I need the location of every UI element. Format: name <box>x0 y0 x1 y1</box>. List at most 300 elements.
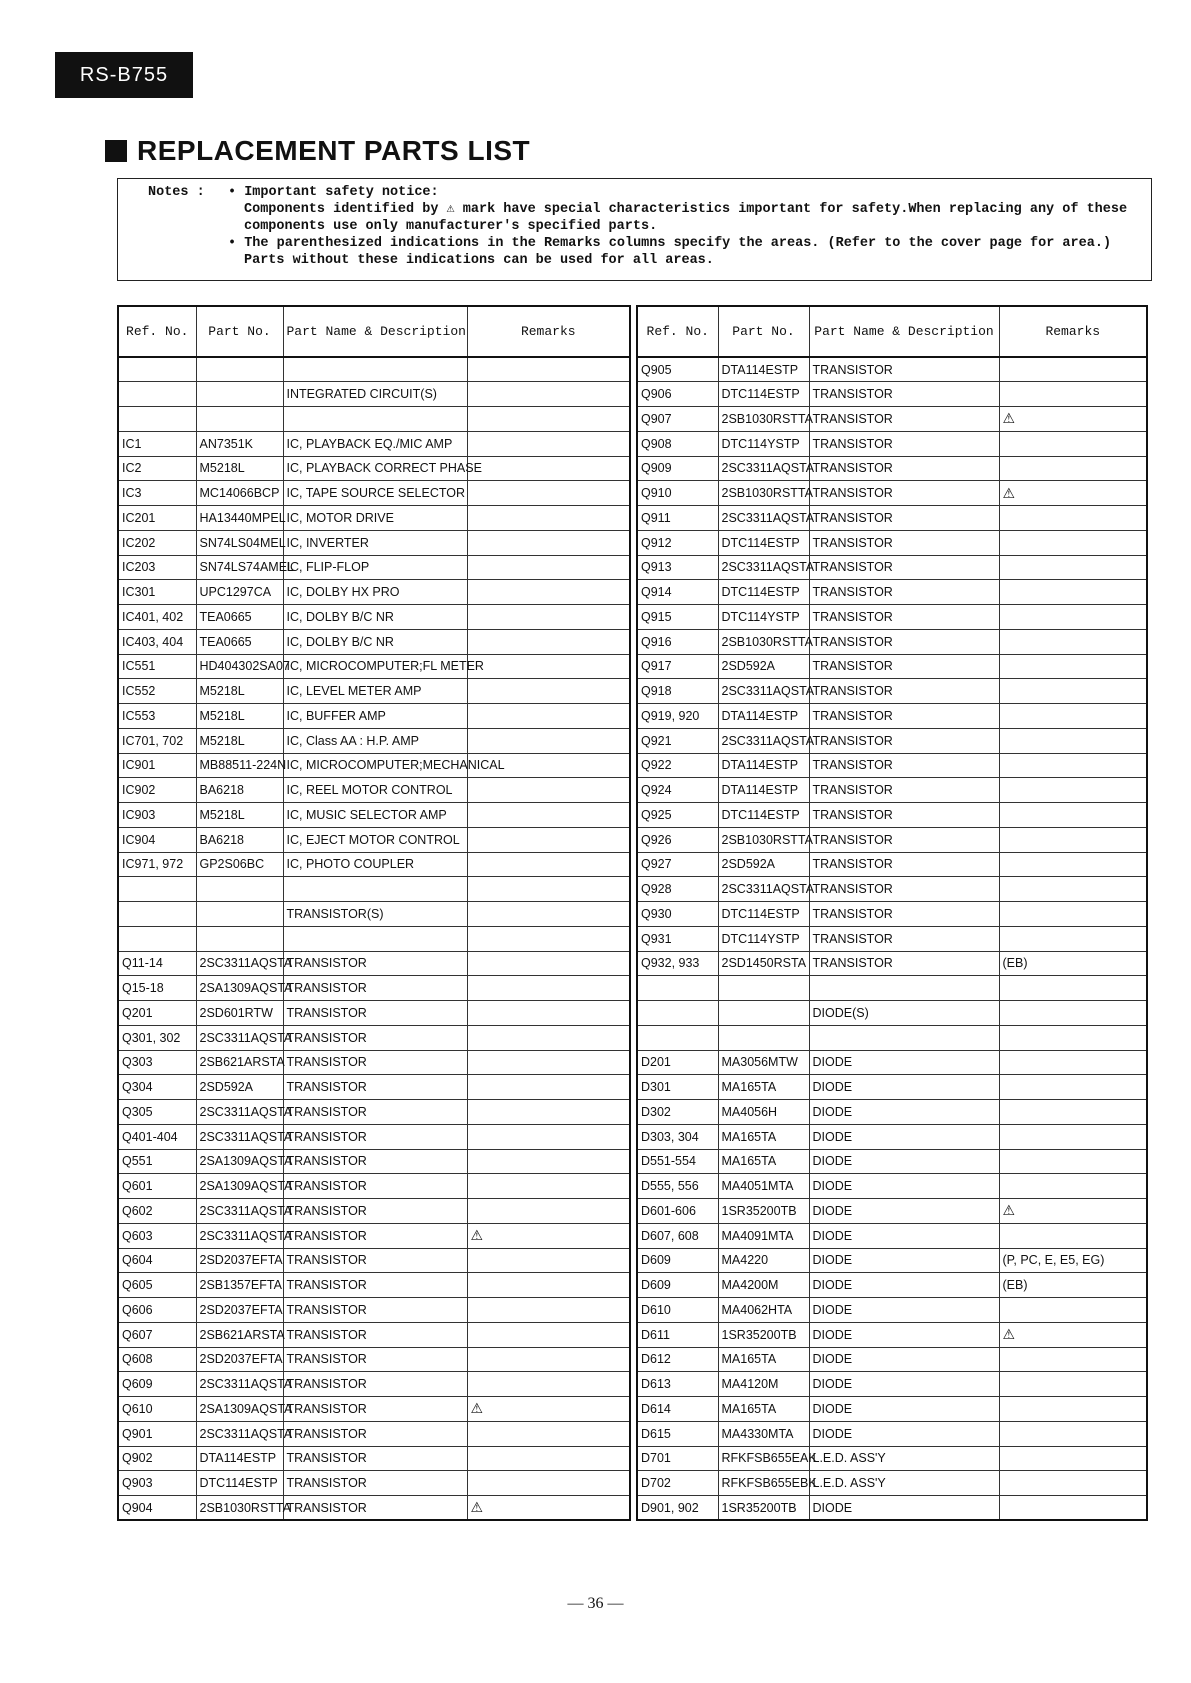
remarks-cell <box>467 407 630 432</box>
part-no-cell <box>196 877 283 902</box>
ref-no-cell: Q607 <box>118 1322 196 1347</box>
ref-no-cell: Q907 <box>637 407 718 432</box>
ref-no-cell: Q608 <box>118 1347 196 1372</box>
part-no-cell: 1SR35200TB <box>718 1496 809 1521</box>
part-no-cell: 2SB1030RSTTA <box>718 629 809 654</box>
part-no-cell: DTC114YSTP <box>718 605 809 630</box>
table-row <box>118 1223 630 1248</box>
remarks-cell <box>467 827 630 852</box>
part-no-cell: 2SC3311AQSTA <box>196 951 283 976</box>
table-row <box>637 407 1147 432</box>
remarks-cell <box>467 1050 630 1075</box>
table-row <box>118 654 630 679</box>
part-no-cell: 1SR35200TB <box>718 1322 809 1347</box>
table-row <box>118 1446 630 1471</box>
ref-no-cell: Q918 <box>637 679 718 704</box>
description-cell: IC, MOTOR DRIVE <box>283 506 467 531</box>
part-no-cell: DTC114YSTP <box>718 431 809 456</box>
remarks-cell <box>467 1471 630 1496</box>
remarks-cell <box>467 778 630 803</box>
description-cell: IC, DOLBY B/C NR <box>283 605 467 630</box>
description-cell: TRANSISTOR <box>809 704 999 729</box>
description-cell: TRANSISTOR <box>283 1174 467 1199</box>
description-cell <box>283 877 467 902</box>
ref-no-cell: Q603 <box>118 1223 196 1248</box>
remarks-cell <box>467 902 630 927</box>
part-no-cell: MA4200M <box>718 1273 809 1298</box>
description-cell: IC, FLIP-FLOP <box>283 555 467 580</box>
table-row <box>637 1273 1147 1298</box>
part-no-cell: MA165TA <box>718 1124 809 1149</box>
part-no-cell: MA4330MTA <box>718 1421 809 1446</box>
ref-no-cell: Q606 <box>118 1298 196 1323</box>
description-cell: DIODE <box>809 1273 999 1298</box>
remarks-cell <box>999 1446 1147 1471</box>
remarks-cell <box>999 1149 1147 1174</box>
part-no-cell: SN74LS74AMEL <box>196 555 283 580</box>
part-no-cell: M5218L <box>196 704 283 729</box>
remarks-cell <box>999 1298 1147 1323</box>
part-no-cell <box>196 357 283 382</box>
ref-no-cell: D555, 556 <box>637 1174 718 1199</box>
table-row <box>118 555 630 580</box>
description-cell: DIODE <box>809 1174 999 1199</box>
table-row <box>637 481 1147 506</box>
table-row <box>118 827 630 852</box>
column-header-ref-no: Ref. No. <box>637 306 718 357</box>
table-row <box>118 407 630 432</box>
part-no-cell: HA13440MPEL <box>196 506 283 531</box>
ref-no-cell: IC701, 702 <box>118 728 196 753</box>
part-no-cell: 2SA1309AQSTA <box>196 976 283 1001</box>
table-row <box>118 803 630 828</box>
description-cell: TRANSISTOR <box>283 1100 467 1125</box>
notes-line: Parts without these indications can be used for all areas. <box>244 253 714 268</box>
table-row <box>637 704 1147 729</box>
remarks-cell <box>999 629 1147 654</box>
part-no-cell: MA165TA <box>718 1149 809 1174</box>
description-cell: TRANSISTOR <box>809 530 999 555</box>
description-cell: INTEGRATED CIRCUIT(S) <box>283 382 467 407</box>
ref-no-cell: Q551 <box>118 1149 196 1174</box>
table-row <box>118 753 630 778</box>
part-no-cell: DTA114ESTP <box>718 357 809 382</box>
ref-no-cell <box>118 877 196 902</box>
remarks-cell <box>999 902 1147 927</box>
description-cell: DIODE <box>809 1372 999 1397</box>
table-row <box>118 605 630 630</box>
description-cell: TRANSISTOR <box>283 1001 467 1026</box>
ref-no-cell <box>118 382 196 407</box>
description-cell: TRANSISTOR <box>283 1496 467 1521</box>
ref-no-cell: Q304 <box>118 1075 196 1100</box>
remarks-cell <box>467 1347 630 1372</box>
part-no-cell: 2SC3311AQSTA <box>196 1223 283 1248</box>
remarks-cell <box>467 530 630 555</box>
ref-no-cell: D551-554 <box>637 1149 718 1174</box>
ref-no-cell: D609 <box>637 1273 718 1298</box>
remarks-cell <box>999 357 1147 382</box>
table-row <box>118 728 630 753</box>
table-header-row <box>637 306 1147 357</box>
remarks-cell <box>467 1372 630 1397</box>
remarks-cell <box>467 506 630 531</box>
remarks-cell <box>999 1347 1147 1372</box>
ref-no-cell <box>118 357 196 382</box>
table-row <box>637 1322 1147 1347</box>
remarks-cell <box>467 976 630 1001</box>
table-row <box>118 679 630 704</box>
notes-line: components use only manufacturer's specified parts. <box>244 219 658 234</box>
description-cell: TRANSISTOR <box>283 951 467 976</box>
ref-no-cell: Q903 <box>118 1471 196 1496</box>
table-row <box>637 926 1147 951</box>
description-cell: IC, BUFFER AMP <box>283 704 467 729</box>
table-row <box>637 654 1147 679</box>
remarks-cell <box>467 481 630 506</box>
notes-label: Notes : <box>148 185 205 200</box>
ref-no-cell: Q610 <box>118 1397 196 1422</box>
description-cell: DIODE <box>809 1322 999 1347</box>
table-row <box>637 1199 1147 1224</box>
description-cell: DIODE(S) <box>809 1001 999 1026</box>
ref-no-cell: D901, 902 <box>637 1496 718 1521</box>
ref-no-cell: IC3 <box>118 481 196 506</box>
table-row <box>118 1174 630 1199</box>
description-cell: TRANSISTOR <box>809 629 999 654</box>
remarks-cell <box>999 679 1147 704</box>
part-no-cell: 2SB1030RSTTA <box>718 827 809 852</box>
description-cell: TRANSISTOR <box>809 728 999 753</box>
remarks-cell <box>467 1100 630 1125</box>
remarks-cell <box>467 1199 630 1224</box>
part-no-cell <box>196 902 283 927</box>
remarks-cell <box>999 1471 1147 1496</box>
description-cell: TRANSISTOR <box>809 926 999 951</box>
table-row <box>118 1372 630 1397</box>
table-row <box>118 629 630 654</box>
table-row <box>637 1001 1147 1026</box>
ref-no-cell: Q601 <box>118 1174 196 1199</box>
table-row <box>637 728 1147 753</box>
description-cell: DIODE <box>809 1149 999 1174</box>
part-no-cell: MA4056H <box>718 1100 809 1125</box>
remarks-cell <box>999 1050 1147 1075</box>
ref-no-cell: IC553 <box>118 704 196 729</box>
table-row <box>118 1322 630 1347</box>
ref-no-cell: D701 <box>637 1446 718 1471</box>
part-no-cell: BA6218 <box>196 827 283 852</box>
remarks-cell <box>467 1248 630 1273</box>
remarks-cell <box>467 803 630 828</box>
ref-no-cell: Q604 <box>118 1248 196 1273</box>
remarks-cell <box>467 926 630 951</box>
description-cell: TRANSISTOR <box>809 778 999 803</box>
part-no-cell: DTC114ESTP <box>718 902 809 927</box>
table-row <box>637 1025 1147 1050</box>
description-cell: TRANSISTOR <box>283 1149 467 1174</box>
table-row <box>118 778 630 803</box>
remarks-cell: (EB) <box>999 1273 1147 1298</box>
table-row <box>118 1025 630 1050</box>
part-no-cell: TEA0665 <box>196 605 283 630</box>
part-no-cell: M5218L <box>196 803 283 828</box>
description-cell: DIODE <box>809 1199 999 1224</box>
description-cell: TRANSISTOR <box>283 1372 467 1397</box>
part-no-cell: 2SD2037EFTA <box>196 1347 283 1372</box>
table-row <box>118 456 630 481</box>
remarks-cell <box>999 976 1147 1001</box>
description-cell: TRANSISTOR <box>283 1124 467 1149</box>
remarks-cell <box>999 431 1147 456</box>
description-cell: TRANSISTOR <box>283 1273 467 1298</box>
table-row <box>637 357 1147 382</box>
description-cell: DIODE <box>809 1496 999 1521</box>
table-row <box>637 976 1147 1001</box>
remarks-cell <box>999 580 1147 605</box>
table-row <box>637 1124 1147 1149</box>
part-no-cell: M5218L <box>196 728 283 753</box>
description-cell: DIODE <box>809 1050 999 1075</box>
part-no-cell: 2SC3311AQSTA <box>718 728 809 753</box>
ref-no-cell: Q605 <box>118 1273 196 1298</box>
ref-no-cell: Q906 <box>637 382 718 407</box>
remarks-cell <box>999 1397 1147 1422</box>
ref-no-cell: IC903 <box>118 803 196 828</box>
ref-no-cell <box>637 1001 718 1026</box>
table-row <box>637 1248 1147 1273</box>
table-row <box>637 506 1147 531</box>
remarks-cell <box>467 1124 630 1149</box>
part-no-cell: MA4062HTA <box>718 1298 809 1323</box>
description-cell: TRANSISTOR <box>809 456 999 481</box>
ref-no-cell: D302 <box>637 1100 718 1125</box>
table-row <box>118 1149 630 1174</box>
table-row <box>637 1471 1147 1496</box>
ref-no-cell: D301 <box>637 1075 718 1100</box>
description-cell: TRANSISTOR <box>809 407 999 432</box>
part-no-cell: GP2S06BC <box>196 852 283 877</box>
page-title-text: REPLACEMENT PARTS LIST <box>137 135 531 166</box>
ref-no-cell <box>118 902 196 927</box>
part-no-cell: 2SC3311AQSTA <box>718 555 809 580</box>
ref-no-cell: Q905 <box>637 357 718 382</box>
part-no-cell: 2SD2037EFTA <box>196 1298 283 1323</box>
table-row <box>637 1372 1147 1397</box>
remarks-cell <box>999 1496 1147 1521</box>
part-no-cell: HD404302SA07 <box>196 654 283 679</box>
part-no-cell: 2SB1030RSTTA <box>196 1496 283 1521</box>
table-row <box>118 1347 630 1372</box>
part-no-cell: DTA114ESTP <box>718 704 809 729</box>
description-cell: IC, Class AA : H.P. AMP <box>283 728 467 753</box>
title-square-icon <box>105 140 127 162</box>
description-cell: TRANSISTOR <box>283 1471 467 1496</box>
ref-no-cell: Q925 <box>637 803 718 828</box>
ref-no-cell: Q914 <box>637 580 718 605</box>
table-row <box>118 431 630 456</box>
remarks-cell <box>467 679 630 704</box>
table-row <box>637 1149 1147 1174</box>
description-cell: IC, REEL MOTOR CONTROL <box>283 778 467 803</box>
table-row <box>118 1273 630 1298</box>
part-no-cell: 2SC3311AQSTA <box>196 1100 283 1125</box>
table-row <box>118 926 630 951</box>
description-cell: TRANSISTOR <box>283 1397 467 1422</box>
notes-line: • Important safety notice: <box>228 185 439 200</box>
remarks-cell <box>999 728 1147 753</box>
table-row <box>637 1075 1147 1100</box>
column-header-description: Part Name & Description <box>283 306 467 357</box>
description-cell: DIODE <box>809 1248 999 1273</box>
part-no-cell: RFKFSB655EBK <box>718 1471 809 1496</box>
remarks-cell <box>999 753 1147 778</box>
part-no-cell: DTC114ESTP <box>718 382 809 407</box>
description-cell: DIODE <box>809 1223 999 1248</box>
description-cell: DIODE <box>809 1075 999 1100</box>
ref-no-cell: Q924 <box>637 778 718 803</box>
remarks-cell <box>467 1174 630 1199</box>
ref-no-cell: IC2 <box>118 456 196 481</box>
ref-no-cell: D611 <box>637 1322 718 1347</box>
table-row <box>118 1471 630 1496</box>
part-no-cell: MB88511-224N <box>196 753 283 778</box>
table-row <box>118 1421 630 1446</box>
table-row <box>637 827 1147 852</box>
description-cell: TRANSISTOR <box>809 827 999 852</box>
remarks-cell <box>999 704 1147 729</box>
ref-no-cell <box>637 976 718 1001</box>
remarks-cell <box>999 1421 1147 1446</box>
ref-no-cell <box>637 1025 718 1050</box>
part-no-cell: 2SD601RTW <box>196 1001 283 1026</box>
remarks-cell <box>999 654 1147 679</box>
part-no-cell: MA4051MTA <box>718 1174 809 1199</box>
description-cell: IC, PLAYBACK CORRECT PHASE <box>283 456 467 481</box>
table-row <box>118 382 630 407</box>
description-cell: TRANSISTOR <box>283 1298 467 1323</box>
remarks-cell <box>467 431 630 456</box>
description-cell: TRANSISTOR <box>283 1347 467 1372</box>
part-no-cell: M5218L <box>196 679 283 704</box>
remarks-cell <box>467 1273 630 1298</box>
description-cell: DIODE <box>809 1421 999 1446</box>
remarks-cell <box>999 827 1147 852</box>
ref-no-cell: D303, 304 <box>637 1124 718 1149</box>
part-no-cell: SN74LS04MEL <box>196 530 283 555</box>
remarks-cell <box>467 1322 630 1347</box>
table-row <box>637 580 1147 605</box>
ref-no-cell: Q919, 920 <box>637 704 718 729</box>
ref-no-cell: Q911 <box>637 506 718 531</box>
part-no-cell: 2SB1357EFTA <box>196 1273 283 1298</box>
remarks-cell: ⚠ <box>999 1199 1147 1224</box>
ref-no-cell: Q602 <box>118 1199 196 1224</box>
description-cell: TRANSISTOR <box>809 803 999 828</box>
table-row <box>118 1397 630 1422</box>
part-no-cell: 2SC3311AQSTA <box>196 1421 283 1446</box>
part-no-cell: 2SC3311AQSTA <box>718 456 809 481</box>
remarks-cell <box>467 728 630 753</box>
remarks-cell <box>999 1223 1147 1248</box>
ref-no-cell: D613 <box>637 1372 718 1397</box>
part-no-cell: 1SR35200TB <box>718 1199 809 1224</box>
description-cell: TRANSISTOR <box>809 852 999 877</box>
part-no-cell: MA165TA <box>718 1075 809 1100</box>
remarks-cell: (P, PC, E, E5, EG) <box>999 1248 1147 1273</box>
ref-no-cell: D201 <box>637 1050 718 1075</box>
part-no-cell: DTC114ESTP <box>718 803 809 828</box>
table-row <box>637 555 1147 580</box>
part-no-cell <box>718 976 809 1001</box>
table-row <box>118 877 630 902</box>
column-header-remarks: Remarks <box>467 306 630 357</box>
remarks-cell: (EB) <box>999 951 1147 976</box>
remarks-cell <box>999 1001 1147 1026</box>
part-no-cell: 2SC3311AQSTA <box>196 1199 283 1224</box>
description-cell: TRANSISTOR <box>283 1075 467 1100</box>
ref-no-cell: D612 <box>637 1347 718 1372</box>
ref-no-cell: IC1 <box>118 431 196 456</box>
table-row <box>118 1199 630 1224</box>
remarks-cell <box>999 1124 1147 1149</box>
remarks-cell <box>999 555 1147 580</box>
table-row <box>118 976 630 1001</box>
remarks-cell <box>467 1025 630 1050</box>
table-row <box>118 1075 630 1100</box>
description-cell: TRANSISTOR <box>283 1050 467 1075</box>
description-cell <box>809 1025 999 1050</box>
remarks-cell <box>467 605 630 630</box>
table-row <box>118 357 630 382</box>
description-cell: DIODE <box>809 1397 999 1422</box>
part-no-cell: 2SD592A <box>196 1075 283 1100</box>
part-no-cell: MA4091MTA <box>718 1223 809 1248</box>
description-cell: IC, MICROCOMPUTER;FL METER <box>283 654 467 679</box>
description-cell: IC, INVERTER <box>283 530 467 555</box>
part-no-cell: 2SC3311AQSTA <box>196 1372 283 1397</box>
description-cell: TRANSISTOR <box>809 654 999 679</box>
description-cell: TRANSISTOR <box>283 976 467 1001</box>
part-no-cell: 2SC3311AQSTA <box>196 1025 283 1050</box>
table-row <box>637 679 1147 704</box>
notes-line: Components identified by ⚠ mark have special characteristics important for safety.When replacing any of these <box>244 202 1128 217</box>
table-row <box>637 629 1147 654</box>
remarks-cell: ⚠ <box>999 481 1147 506</box>
remarks-cell <box>999 1372 1147 1397</box>
parts-table-right <box>636 305 1148 1521</box>
ref-no-cell: Q927 <box>637 852 718 877</box>
ref-no-cell: Q908 <box>637 431 718 456</box>
remarks-cell <box>999 852 1147 877</box>
ref-no-cell: Q909 <box>637 456 718 481</box>
ref-no-cell: IC203 <box>118 555 196 580</box>
description-cell: DIODE <box>809 1100 999 1125</box>
description-cell: TRANSISTOR <box>809 506 999 531</box>
remarks-cell <box>999 778 1147 803</box>
remarks-cell <box>999 803 1147 828</box>
description-cell: TRANSISTOR <box>809 902 999 927</box>
column-header-part-no: Part No. <box>196 306 283 357</box>
part-no-cell <box>718 1001 809 1026</box>
table-row <box>118 1001 630 1026</box>
part-no-cell: 2SD592A <box>718 852 809 877</box>
ref-no-cell: Q303 <box>118 1050 196 1075</box>
remarks-cell <box>467 555 630 580</box>
column-header-part-no: Part No. <box>718 306 809 357</box>
ref-no-cell: Q930 <box>637 902 718 927</box>
remarks-cell <box>999 1100 1147 1125</box>
